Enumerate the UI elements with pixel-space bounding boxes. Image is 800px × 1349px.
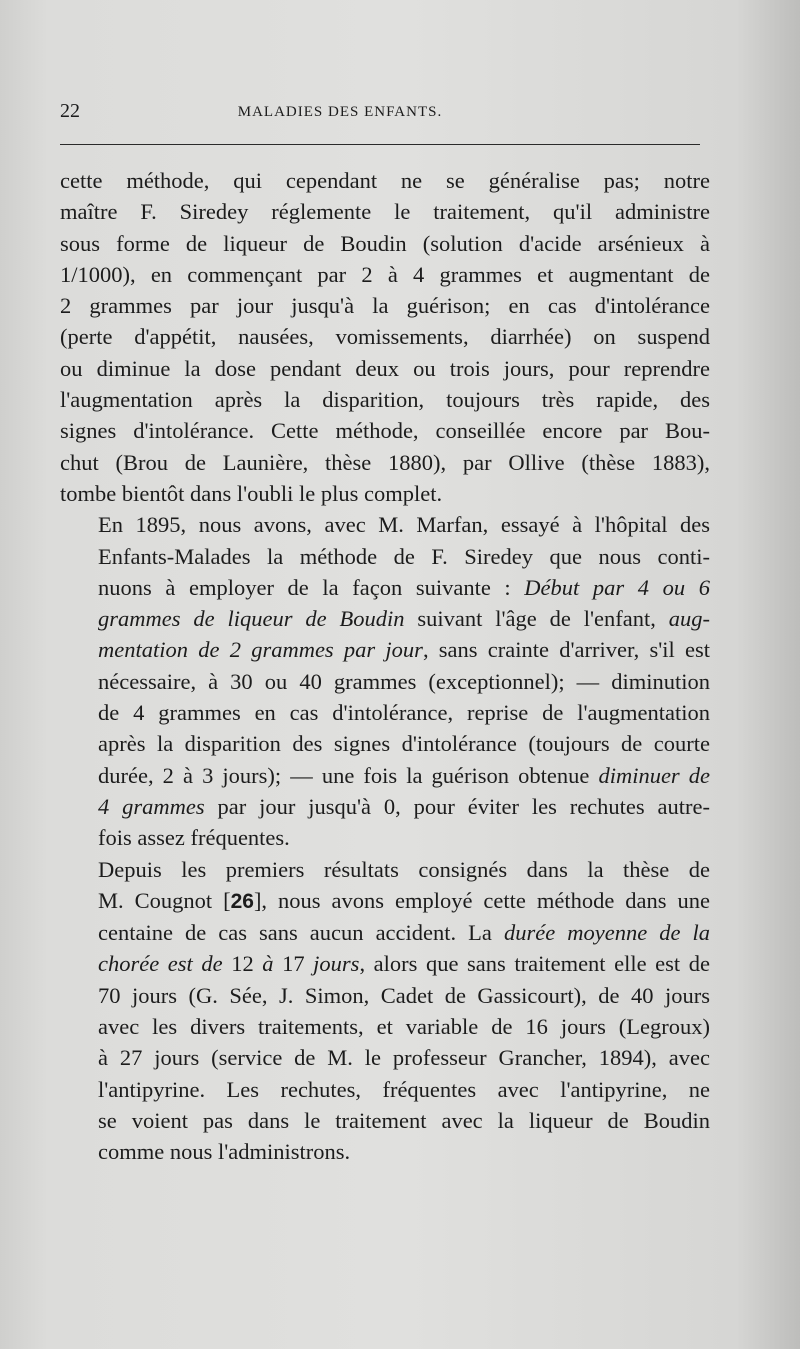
text-line [60,290,710,321]
citation-ref: 26 [230,889,254,913]
text-segment: par jour jusqu'à 0, pour éviter les rechutes autre- [204,793,710,819]
text-segment: Enfants-Malades la méthode de F. Siredey que nous conti- [98,543,710,569]
text-line [60,980,710,1011]
text-segment: se voient pas dans le traitement avec la liqueur de Boudin [98,1107,710,1133]
text-segment: centaine de cas sans aucun accident. La [98,920,504,946]
text-segment: 12 [222,951,263,977]
text-segment: M. Cougnot [ [98,887,231,913]
text-segment: durée, 2 à 3 jours); — une fois la guérison obtenue [98,762,599,788]
text-segment: chut (Brou de Launière, thèse 1880), par Ollive (thèse 1883), [60,449,710,475]
italic-text: aug- [668,606,710,632]
text-segment: fois assez fréquentes. [98,825,290,851]
text-segment: ], nous avons employé cette méthode dans une [253,887,710,913]
italic-text: durée moyenne de la [503,920,710,946]
text-line [60,572,710,603]
paragraph [60,165,710,509]
text-line [60,321,710,352]
header-rule [60,144,700,145]
text-line [60,478,710,509]
text-segment: (perte d'appétit, nausées, vomissements, diarrhée) on suspend [60,324,710,350]
italic-text: Début par 4 ou 6 [524,574,710,600]
text-line [60,791,710,822]
italic-text: jours [313,951,360,977]
italic-text: 4 grammes [98,793,205,819]
text-line [60,353,710,384]
running-title: MALADIES DES ENFANTS. [237,104,443,120]
page-number: 22 [60,100,80,122]
text-segment: , sans crainte d'arriver, s'il est [422,637,710,663]
text-segment: l'antipyrine. Les rechutes, fréquentes avec l'antipyrine, ne [98,1076,710,1102]
text-segment: de 4 grammes en cas d'intolérance, reprise de l'augmentation [98,700,710,726]
text-line [60,196,710,227]
text-segment: l'augmentation après la disparition, toujours très rapide, des [60,387,710,413]
body-text [60,165,710,1168]
text-line [60,384,710,415]
text-line [60,697,710,728]
text-segment: Depuis les premiers résultats consignés dans la thèse de [98,856,710,882]
text-line [60,415,710,446]
text-segment: tombe bientôt dans l'oubli le plus complet. [60,480,443,506]
text-line [60,603,710,634]
text-segment: ou diminue la dose pendant deux ou trois jours, pour reprendre [60,355,710,381]
text-segment: 17 [273,951,314,977]
italic-text: à [262,951,274,977]
text-line [60,634,710,665]
text-segment: 70 jours (G. Sée, J. Simon, Cadet de Gassicourt), de 40 jours [98,982,710,1008]
text-segment: suivant l'âge de l'enfant, [404,606,669,632]
text-line [60,541,710,572]
text-line [60,228,710,259]
text-line [60,259,710,290]
text-line [60,948,710,979]
text-segment: 2 grammes par jour jusqu'à la guérison; en cas d'intolérance [60,293,710,319]
text-segment: En 1895, nous avons, avec M. Marfan, essayé à l'hôpital des [98,512,710,538]
text-line [60,1136,710,1167]
text-segment: signes d'intolérance. Cette méthode, conseillée encore par Bou- [60,418,710,444]
text-segment: nécessaire, à 30 ou 40 grammes (exceptionnel); — diminution [98,668,710,694]
paragraph [60,509,710,853]
text-segment: à 27 jours (service de M. le professeur Grancher, 1894), avec [98,1045,710,1071]
text-line [60,885,710,917]
text-segment: cette méthode, qui cependant ne se généralise pas; notre [60,168,710,193]
italic-text: chorée est de [98,951,223,977]
italic-text: diminuer de [598,762,711,788]
text-line [60,854,710,885]
text-line [60,165,710,196]
text-segment: comme nous l'administrons. [98,1139,351,1165]
text-line [60,760,710,791]
italic-text: grammes de liqueur de Boudin [98,606,405,632]
text-segment: nuons à employer de la façon suivante : [98,574,525,600]
text-line [60,1105,710,1136]
text-line [60,822,710,853]
text-segment: , alors que sans traitement elle est de [359,951,710,977]
text-line [60,447,710,478]
text-segment: 1/1000), en commençant par 2 à 4 grammes et augmentant de [60,261,710,287]
text-line [60,1042,710,1073]
italic-text: mentation de 2 grammes par jour [98,637,423,663]
paragraph [60,854,710,1168]
text-line [60,1011,710,1042]
text-line [60,917,710,948]
text-line [60,1074,710,1105]
text-segment: sous forme de liqueur de Boudin (solution d'acide arsénieux à [60,230,710,256]
text-segment: avec les divers traitements, et variable de 16 jours (Legroux) [98,1014,710,1040]
text-line [60,666,710,697]
text-segment: après la disparition des signes d'intolérance (toujours de courte [98,731,710,757]
text-segment: maître F. Siredey réglemente le traitement, qu'il administre [60,199,710,225]
text-line [60,509,710,540]
text-line [60,728,710,759]
